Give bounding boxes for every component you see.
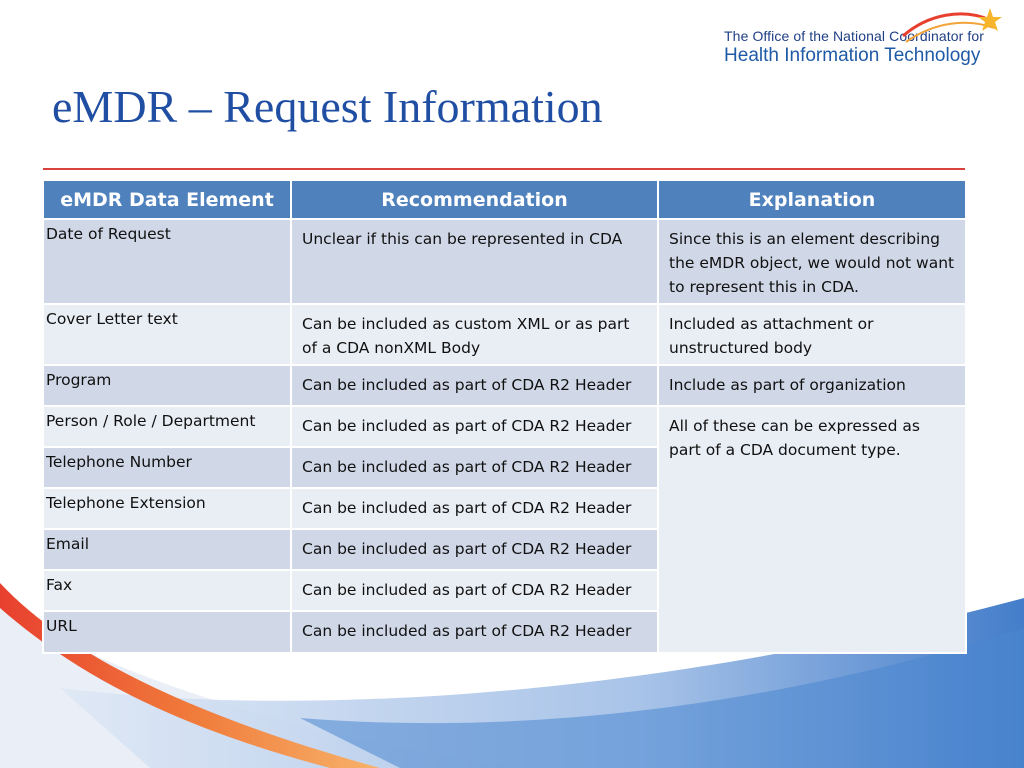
table-header-row bbox=[43, 180, 966, 219]
cell-element: Telephone Number bbox=[43, 447, 291, 488]
table-row bbox=[43, 406, 966, 447]
logo-text-line1: The Office of the National Coordinator for bbox=[724, 28, 984, 44]
cell-element: Cover Letter text bbox=[43, 304, 291, 365]
cell-recommendation: Can be included as part of CDA R2 Header bbox=[291, 488, 658, 529]
cell-element: Fax bbox=[43, 570, 291, 611]
request-information-table bbox=[42, 179, 967, 654]
header-explanation: Explanation bbox=[658, 180, 966, 219]
cell-recommendation: Can be included as part of CDA R2 Header bbox=[291, 611, 658, 653]
cell-recommendation: Can be included as part of CDA R2 Header bbox=[291, 447, 658, 488]
cell-recommendation: Can be included as part of CDA R2 Header bbox=[291, 529, 658, 570]
onc-logo bbox=[724, 28, 984, 67]
cell-element: URL bbox=[43, 611, 291, 653]
header-recommendation: Recommendation bbox=[291, 180, 658, 219]
cell-element: Program bbox=[43, 365, 291, 406]
cell-recommendation: Can be included as part of CDA R2 Header bbox=[291, 570, 658, 611]
table-row bbox=[43, 365, 966, 406]
table-row bbox=[43, 304, 966, 365]
page-title: eMDR – Request Information bbox=[52, 81, 603, 132]
cell-recommendation: Can be included as custom XML or as part of a CDA nonXML Body bbox=[291, 304, 658, 365]
cell-element: Email bbox=[43, 529, 291, 570]
table-row bbox=[43, 219, 966, 304]
cell-recommendation: Can be included as part of CDA R2 Header bbox=[291, 406, 658, 447]
cell-recommendation: Can be included as part of CDA R2 Header bbox=[291, 365, 658, 406]
cell-explanation-merged: All of these can be expressed as part of a CDA document type. bbox=[658, 406, 966, 653]
logo-text-line2: Health Information Technology bbox=[724, 45, 981, 66]
cell-explanation: Since this is an element describing the eMDR object, we would not want to represent this in CDA. bbox=[658, 219, 966, 304]
header-data-element: eMDR Data Element bbox=[43, 180, 291, 219]
cell-element: Telephone Extension bbox=[43, 488, 291, 529]
cell-recommendation: Unclear if this can be represented in CDA bbox=[291, 219, 658, 304]
title-divider bbox=[43, 168, 965, 170]
cell-element: Person / Role / Department bbox=[43, 406, 291, 447]
cell-element: Date of Request bbox=[43, 219, 291, 304]
cell-explanation: Include as part of organization bbox=[658, 365, 966, 406]
star-swoosh-icon bbox=[898, 6, 1008, 54]
cell-explanation: Included as attachment or unstructured body bbox=[658, 304, 966, 365]
